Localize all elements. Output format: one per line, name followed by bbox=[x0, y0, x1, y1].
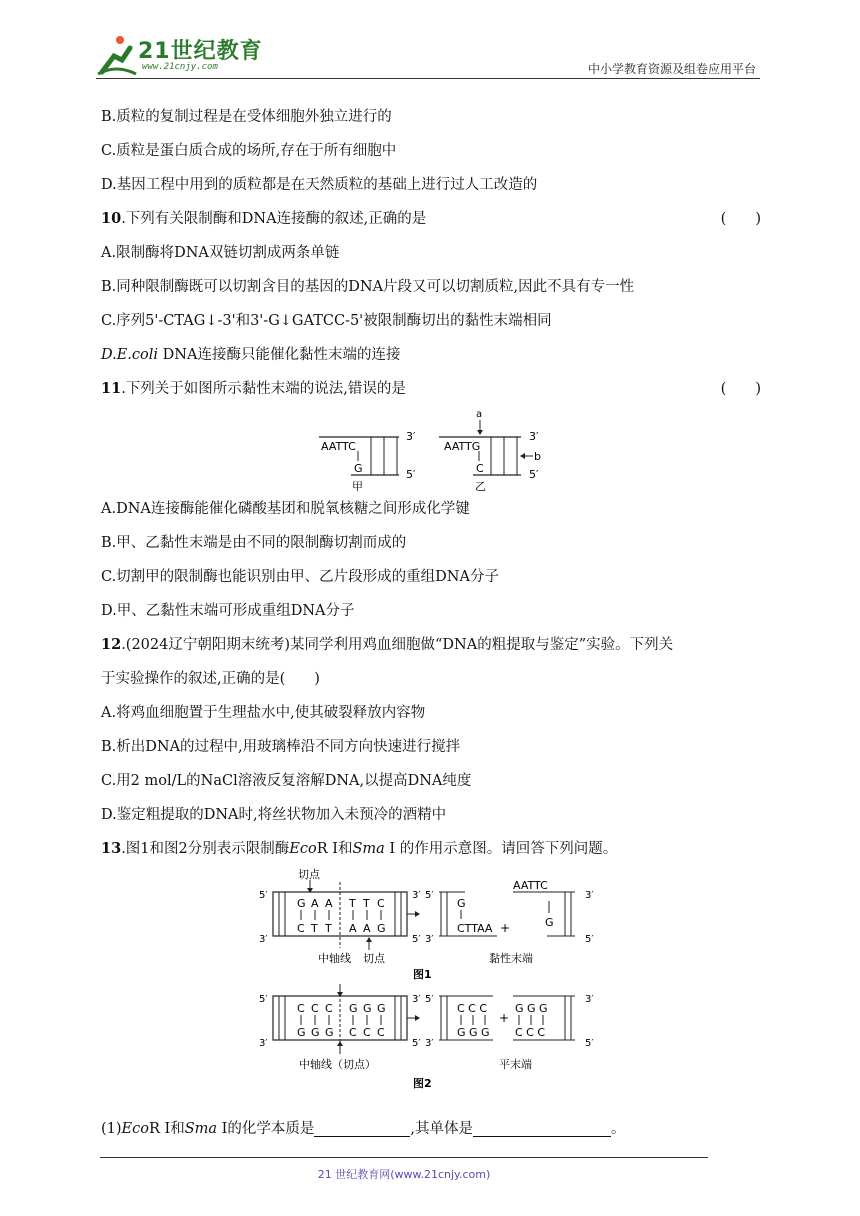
fig1-cut-top: 切点 bbox=[298, 868, 320, 881]
q13-sub1 bbox=[101, 1112, 761, 1146]
q12-option-d: D.鉴定粗提取的DNA时,将丝状物加入未预冷的酒精中 bbox=[101, 807, 447, 823]
answer-blank-monomer[interactable] bbox=[473, 1118, 611, 1137]
q10-answer-paren: ( ) bbox=[720, 211, 761, 227]
fig1-bottom-seq bbox=[297, 922, 386, 935]
q12-stem-line2: 于实验操作的叙述,正确的是( ) bbox=[101, 671, 320, 687]
f1top-base-4: T bbox=[363, 897, 370, 910]
logo-url: www.21cnjy.com bbox=[142, 62, 218, 72]
footer-text: 21 世纪教育网(www.21cnjy.com) bbox=[317, 1168, 491, 1181]
svg-text:5′: 5′ bbox=[425, 994, 434, 1005]
f2top-base-0: C bbox=[297, 1002, 305, 1015]
q9-option-d: D.基因工程中用到的质粒都是在天然质粒的基础上进行过人工改造的 bbox=[101, 177, 538, 193]
fig1-piece1-bottom: CTTAA bbox=[457, 922, 493, 935]
q13-sub1-e: 。 bbox=[611, 1121, 626, 1137]
q12-stem-text: .(2024辽宁朝阳期末统考)某同学利用鸡血细胞做“DNA的粗提取与鉴定”实验。下列关 bbox=[121, 637, 674, 653]
q11-stem bbox=[101, 372, 761, 406]
svg-text:3′: 3′ bbox=[259, 934, 268, 945]
q13-stem-c: Ⅰ 的作用示意图。请回答下列问题。 bbox=[384, 841, 618, 857]
q13-stem-a: .图1和图2分别表示限制酶 bbox=[121, 841, 290, 857]
q11-number: 11 bbox=[101, 380, 122, 397]
svg-text:5′: 5′ bbox=[585, 1038, 594, 1049]
q13-stem bbox=[101, 832, 761, 866]
q13-eco: Eco bbox=[289, 841, 317, 857]
q13-figure bbox=[101, 866, 761, 1112]
svg-text:3′: 3′ bbox=[585, 994, 594, 1005]
svg-text:5′: 5′ bbox=[585, 934, 594, 945]
q13-sub1-c: Ⅰ的化学本质是 bbox=[217, 1121, 315, 1137]
fig2-bottom-seq bbox=[297, 1026, 385, 1039]
restriction-enzyme-diagram bbox=[101, 866, 761, 1112]
yi-5-end: 5′ bbox=[529, 468, 539, 481]
fig1-piece2-top: AATTC bbox=[513, 879, 548, 892]
jia-bottom-seq: G bbox=[354, 462, 363, 475]
svg-text:5′: 5′ bbox=[412, 1038, 421, 1049]
f2top-base-5: G bbox=[377, 1002, 386, 1015]
logo-text: 21世纪教育 bbox=[138, 39, 263, 64]
yi-top-seq: AATTG bbox=[444, 440, 481, 453]
svg-text:3′: 3′ bbox=[585, 890, 594, 901]
svg-text:3′: 3′ bbox=[412, 890, 421, 901]
header-divider bbox=[96, 78, 760, 79]
fig1-plus: + bbox=[500, 921, 511, 935]
f1top-base-5: C bbox=[377, 897, 385, 910]
q13-stem-b: R Ⅰ和 bbox=[316, 841, 353, 857]
q9-option-c: C.质粒是蛋白质合成的场所,存在于所有细胞中 bbox=[101, 143, 397, 159]
fig2-caption: 图2 bbox=[413, 1077, 432, 1090]
fig1-axis-label: 中轴线 bbox=[318, 952, 351, 965]
fig2-diagram bbox=[259, 984, 594, 1090]
q10-option-b: B.同种限制酶既可以切割含目的基因的DNA片段又可以切割质粒,因此不具有专一性 bbox=[101, 279, 635, 295]
sticky-end-diagram bbox=[101, 406, 761, 492]
q13-sub1-a: (1) bbox=[101, 1121, 122, 1137]
question-body bbox=[101, 100, 761, 1146]
f1bot-base-4: A bbox=[363, 922, 371, 935]
q13-sub1-eco: Eco bbox=[121, 1121, 149, 1137]
yi-label: 乙 bbox=[475, 480, 486, 492]
footer-divider bbox=[100, 1157, 708, 1158]
fig2-piece2-bottom: C C C bbox=[515, 1026, 546, 1039]
q11-answer-paren: ( ) bbox=[720, 381, 761, 397]
q10-stem-text: .下列有关限制酶和DNA连接酶的叙述,正确的是 bbox=[121, 211, 427, 227]
q13-sub1-sma: Sma bbox=[184, 1121, 218, 1137]
q13-number: 13 bbox=[101, 840, 122, 857]
page-header bbox=[96, 30, 756, 80]
q11-option-c: C.切割甲的限制酶也能识别由甲、乙片段形成的重组DNA分子 bbox=[101, 569, 499, 585]
f2bot-base-5: C bbox=[377, 1026, 385, 1039]
svg-text:5′: 5′ bbox=[259, 890, 268, 901]
svg-text:5′: 5′ bbox=[412, 934, 421, 945]
q13-sub1-d: ,其单体是 bbox=[410, 1121, 474, 1137]
yi-3-end: 3′ bbox=[529, 430, 539, 443]
q11-figure bbox=[101, 406, 761, 492]
fig1-piece1-top: G bbox=[457, 897, 466, 910]
answer-blank-nature[interactable] bbox=[314, 1118, 410, 1137]
f2bot-base-4: C bbox=[363, 1026, 371, 1039]
q13-sma: Sma bbox=[352, 841, 385, 857]
f1top-base-1: A bbox=[311, 897, 319, 910]
q10-option-c: C.序列5'-CTAG↓-3'和3'-G↓GATCC-5'被限制酶切出的黏性末端相同 bbox=[101, 313, 552, 329]
q12-number: 12 bbox=[101, 636, 122, 653]
q10-option-a: A.限制酶将DNA双链切割成两条单链 bbox=[101, 245, 340, 261]
svg-text:3′: 3′ bbox=[425, 934, 434, 945]
f1top-base-2: A bbox=[325, 897, 333, 910]
q12-option-a: A.将鸡血细胞置于生理盐水中,使其破裂释放内容物 bbox=[101, 705, 426, 721]
svg-text:3′: 3′ bbox=[425, 1038, 434, 1049]
f1top-base-0: G bbox=[297, 897, 306, 910]
q11-option-b: B.甲、乙黏性末端是由不同的限制酶切割而成的 bbox=[101, 535, 407, 551]
fragment-jia bbox=[319, 430, 416, 492]
f2bot-base-1: G bbox=[311, 1026, 320, 1039]
svg-text:3′: 3′ bbox=[259, 1038, 268, 1049]
f2top-base-3: G bbox=[349, 1002, 358, 1015]
label-b: b bbox=[534, 450, 541, 463]
yi-bottom-seq: C bbox=[476, 462, 484, 475]
q10-stem bbox=[101, 202, 761, 236]
f1bot-base-3: A bbox=[349, 922, 357, 935]
label-a: a bbox=[476, 409, 483, 420]
f1bot-base-2: T bbox=[325, 922, 332, 935]
f2bot-base-0: G bbox=[297, 1026, 306, 1039]
site-logo bbox=[96, 34, 266, 76]
platform-title: 中小学教育资源及组卷应用平台 bbox=[587, 62, 756, 76]
svg-text:5′: 5′ bbox=[259, 994, 268, 1005]
q12-option-c: C.用2 mol/L的NaCl溶液反复溶解DNA,以提高DNA纯度 bbox=[101, 773, 472, 789]
fig2-plus: + bbox=[499, 1011, 510, 1025]
f2bot-base-3: C bbox=[349, 1026, 357, 1039]
jia-label: 甲 bbox=[352, 480, 363, 492]
f1top-base-3: T bbox=[349, 897, 356, 910]
q10-number: 10 bbox=[101, 210, 122, 227]
q10-option-d-rest: DNA连接酶只能催化黏性末端的连接 bbox=[158, 347, 401, 363]
jia-top-seq: AATTC bbox=[321, 440, 356, 453]
q9-option-b: B.质粒的复制过程是在受体细胞外独立进行的 bbox=[101, 109, 392, 125]
fig1-sticky-label: 黏性末端 bbox=[489, 952, 533, 965]
fig2-top-seq bbox=[297, 1002, 386, 1025]
jia-3-end: 3′ bbox=[406, 430, 416, 443]
fig1-cut-bottom: 切点 bbox=[363, 952, 385, 965]
fig1-piece2-bottom: G bbox=[545, 916, 554, 929]
f1bot-base-5: G bbox=[377, 922, 386, 935]
f1bot-base-1: T bbox=[311, 922, 318, 935]
fig1-caption: 图1 bbox=[413, 968, 432, 981]
q13-sub1-b: R Ⅰ和 bbox=[148, 1121, 185, 1137]
q11-option-d: D.甲、乙黏性末端可形成重组DNA分子 bbox=[101, 603, 355, 619]
jia-5-end: 5′ bbox=[406, 468, 416, 481]
fig2-axis-label: 中轴线（切点） bbox=[299, 1058, 376, 1071]
fig2-piece2-top: G G G bbox=[515, 1002, 548, 1015]
fig1-top-seq bbox=[297, 897, 385, 920]
fig2-piece1-bottom: G G G bbox=[457, 1026, 490, 1039]
svg-text:5′: 5′ bbox=[425, 890, 434, 901]
q10-option-d-italic: D.E.coli bbox=[101, 347, 159, 363]
q12-option-b: B.析出DNA的过程中,用玻璃棒沿不同方向快速进行搅拌 bbox=[101, 739, 461, 755]
fig1-diagram bbox=[259, 867, 594, 981]
q11-option-a: A.DNA连接酶能催化磷酸基团和脱氧核糖之间形成化学键 bbox=[101, 501, 470, 517]
q10-option-d bbox=[101, 338, 761, 372]
f2top-base-4: G bbox=[363, 1002, 372, 1015]
fragment-yi bbox=[439, 409, 541, 492]
fig2-piece1-top: C C C bbox=[457, 1002, 488, 1015]
f2bot-base-2: G bbox=[325, 1026, 334, 1039]
q11-stem-text: .下列关于如图所示黏性末端的说法,错误的是 bbox=[121, 381, 406, 397]
fig2-blunt-label: 平末端 bbox=[499, 1058, 532, 1071]
f2top-base-2: C bbox=[325, 1002, 333, 1015]
f2top-base-1: C bbox=[311, 1002, 319, 1015]
q12-stem-line1 bbox=[101, 628, 761, 662]
runner-icon bbox=[96, 34, 140, 76]
f1bot-base-0: C bbox=[297, 922, 305, 935]
svg-text:3′: 3′ bbox=[412, 994, 421, 1005]
